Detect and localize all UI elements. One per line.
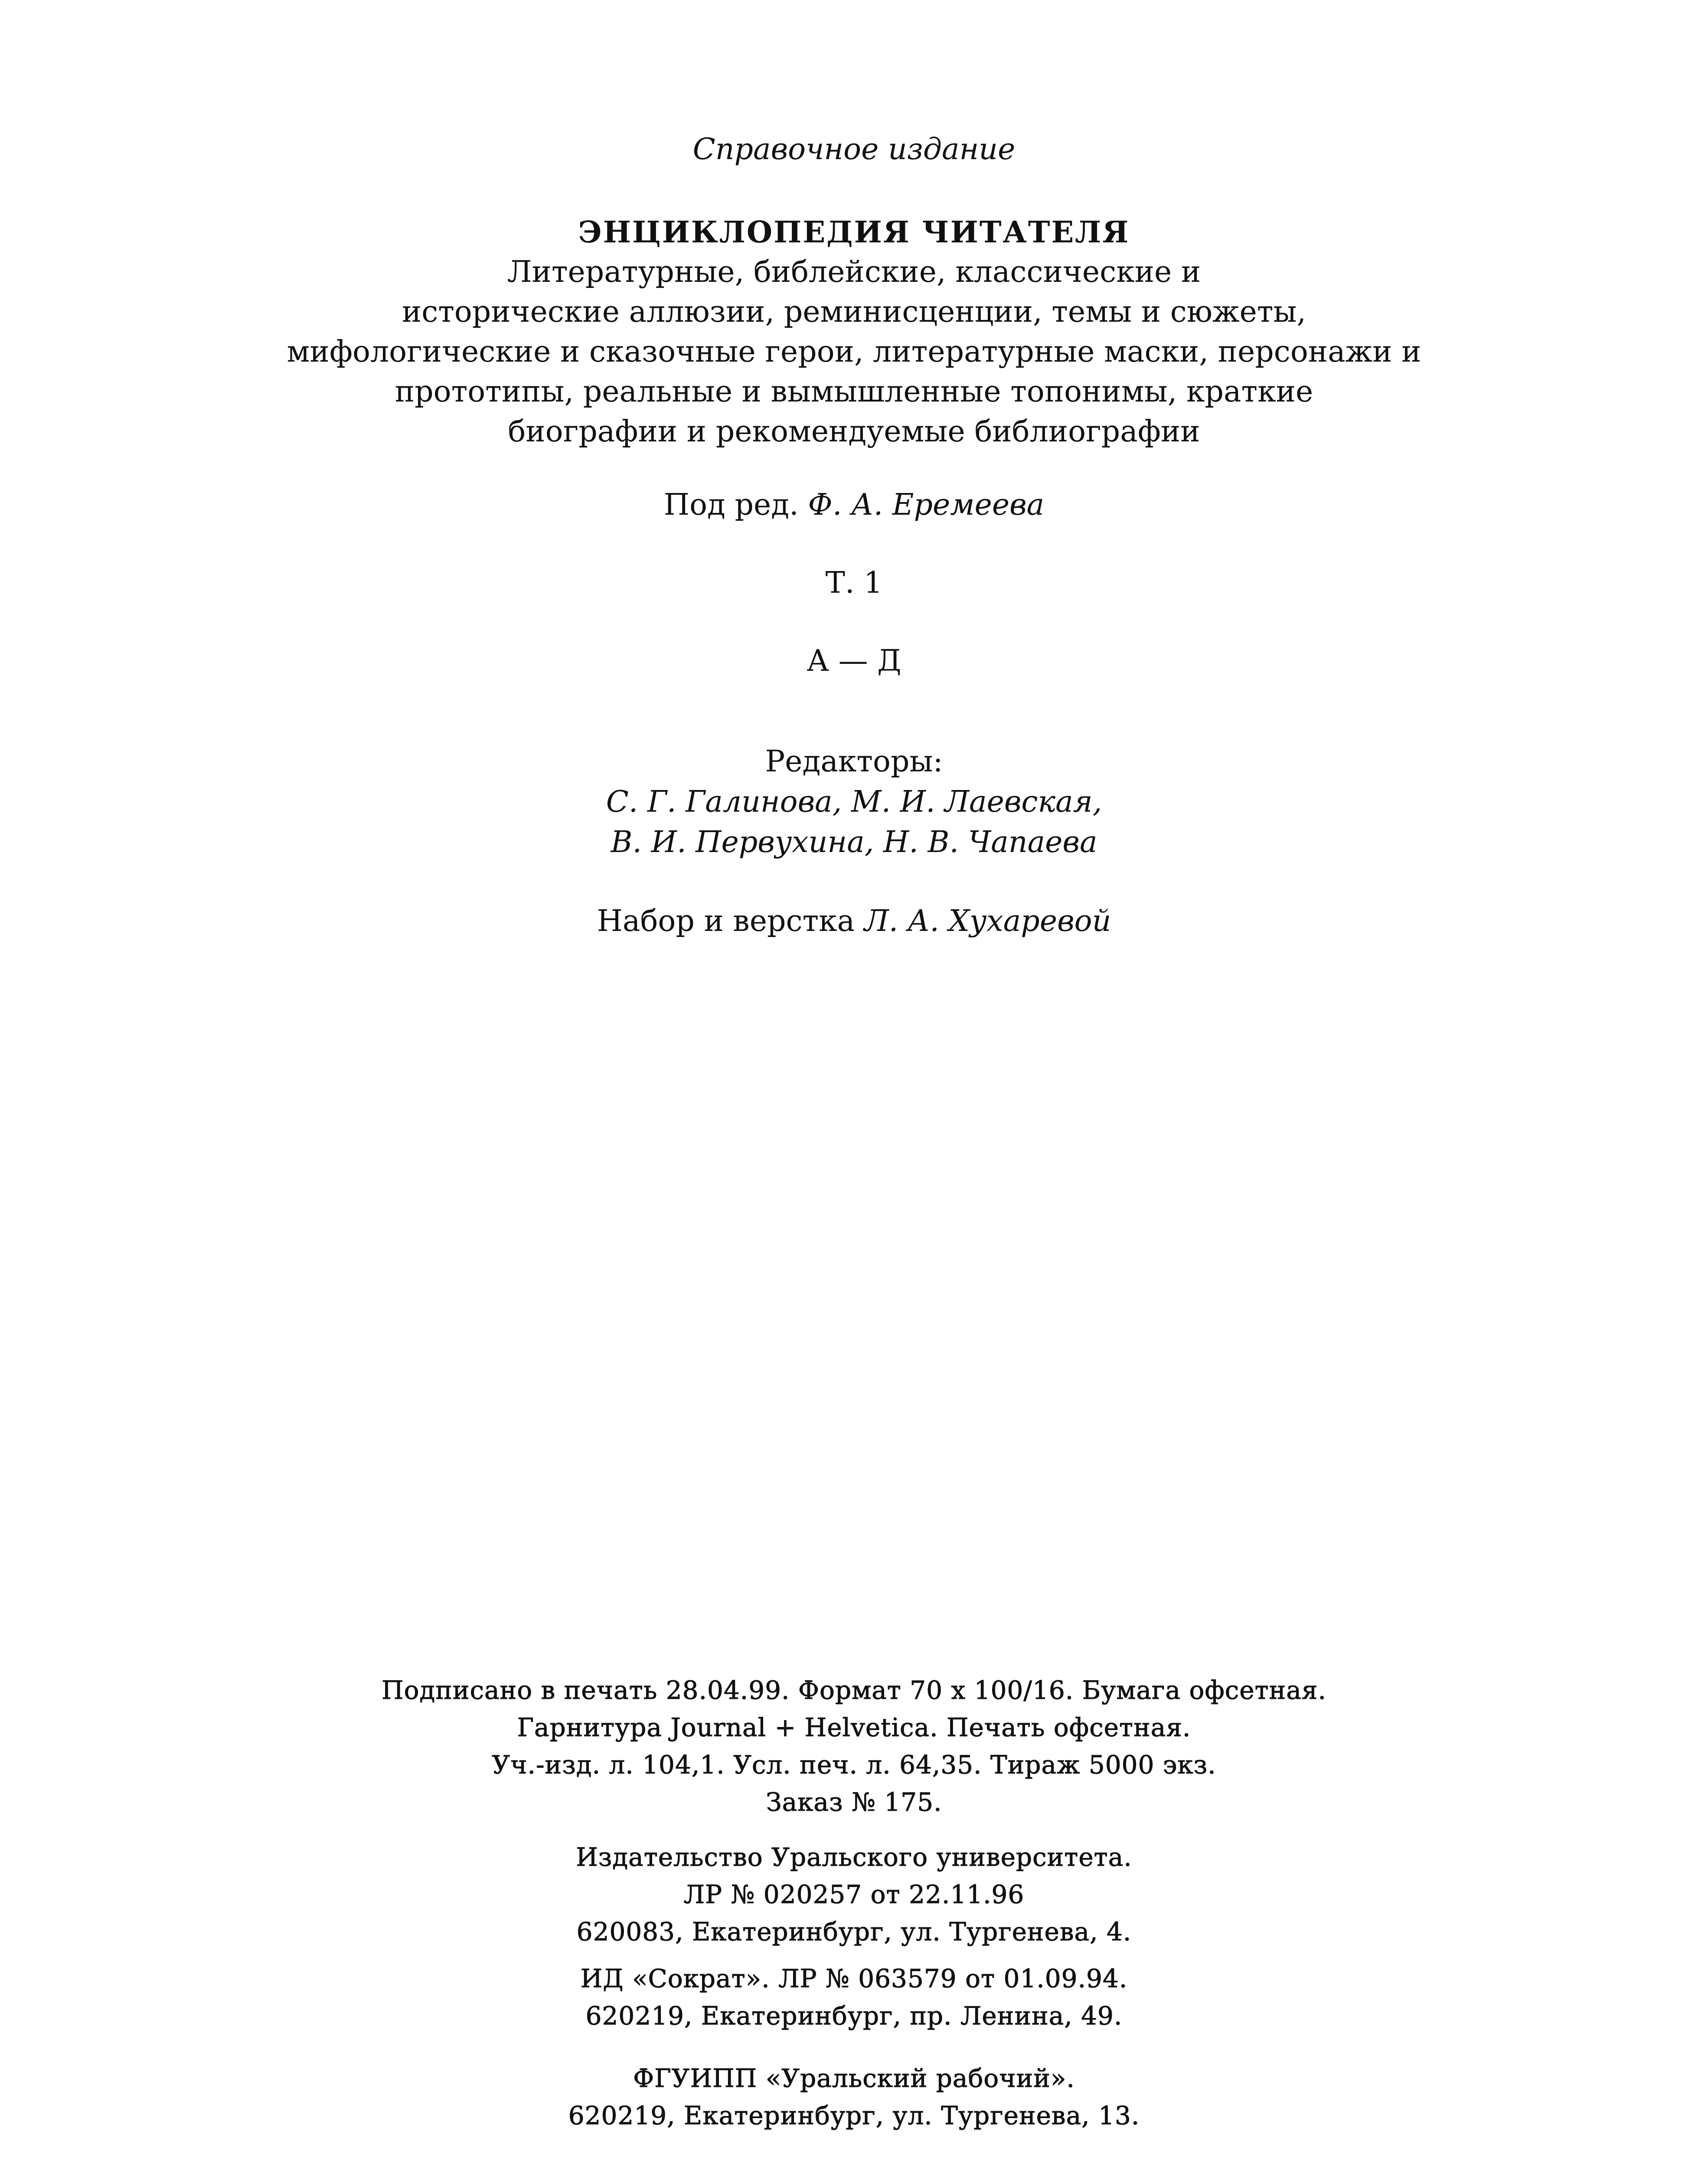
edition-kind — [0, 130, 1708, 169]
typesetting-prefix: Набор и верстка — [597, 904, 855, 938]
printer-line: ФГУИПП «Уральский рабочий». — [633, 2064, 1075, 2093]
subtitle-line: мифологические и сказочные герои, литературные маски, персонажи и — [287, 335, 1421, 369]
publisher-block — [0, 1838, 1708, 1950]
copublisher-line: 620219, Екатеринбург, пр. Ленина, 49. — [585, 2001, 1123, 2031]
editors-block — [0, 741, 1708, 862]
book-title: ЭНЦИКЛОПЕДИЯ ЧИТАТЕЛЯ — [578, 215, 1130, 250]
letter-range — [0, 642, 1708, 681]
printer-block — [0, 2060, 1708, 2134]
imprint-line: Уч.-изд. л. 104,1. Усл. печ. л. 64,35. Тираж 5000 экз. — [492, 1750, 1216, 1779]
subtitle-line: исторические аллюзии, реминисценции, темы и сюжеты, — [402, 295, 1306, 329]
subtitle-line: биографии и рекомендуемые библиографии — [508, 415, 1200, 449]
imprint-line: Подписано в печать 28.04.99. Формат 70 х 100/16. Бумага офсетная. — [382, 1675, 1326, 1705]
typesetting-line — [0, 902, 1708, 941]
publisher-line: ЛР № 020257 от 22.11.96 — [683, 1880, 1025, 1909]
volume-number — [0, 564, 1708, 603]
subtitle-line: прототипы, реальные и вымышленные топонимы, краткие — [395, 375, 1313, 409]
editors-line-2: В. И. Первухина, Н. В. Чапаева — [611, 825, 1097, 859]
general-editor-name: Ф. А. Еремеева — [808, 488, 1045, 522]
volume-number-text: Т. 1 — [825, 566, 883, 600]
publisher-line: 620083, Екатеринбург, ул. Тургенева, 4. — [576, 1917, 1132, 1946]
imprint-line: Гарнитура Journal + Helvetica. Печать офсетная. — [517, 1713, 1191, 1742]
general-editor-line — [0, 486, 1708, 525]
book-title-block — [0, 212, 1708, 452]
copublisher-block — [0, 1960, 1708, 2034]
edition-kind-text: Справочное издание — [692, 132, 1016, 167]
printer-line: 620219, Екатеринбург, ул. Тургенева, 13. — [568, 2101, 1140, 2130]
general-editor — [0, 486, 1708, 525]
imprint-block — [0, 1672, 1708, 1821]
editors-heading: Редакторы: — [765, 744, 943, 779]
subtitle-line: Литературные, библейские, классические и — [507, 255, 1201, 289]
letter-range-text: А — Д — [807, 644, 901, 678]
publisher-line: Издательство Уральского университета. — [576, 1842, 1132, 1872]
general-editor-prefix: Под ред. — [663, 488, 799, 522]
copublisher-line: ИД «Сократ». ЛР № 063579 от 01.09.94. — [580, 1964, 1128, 1993]
typesetting-name: Л. А. Хухаревой — [864, 904, 1111, 938]
editors-line-1: С. Г. Галинова, М. И. Лаевская, — [606, 785, 1102, 819]
typesetting-credit — [0, 902, 1708, 941]
imprint-line: Заказ № 175. — [766, 1787, 942, 1817]
